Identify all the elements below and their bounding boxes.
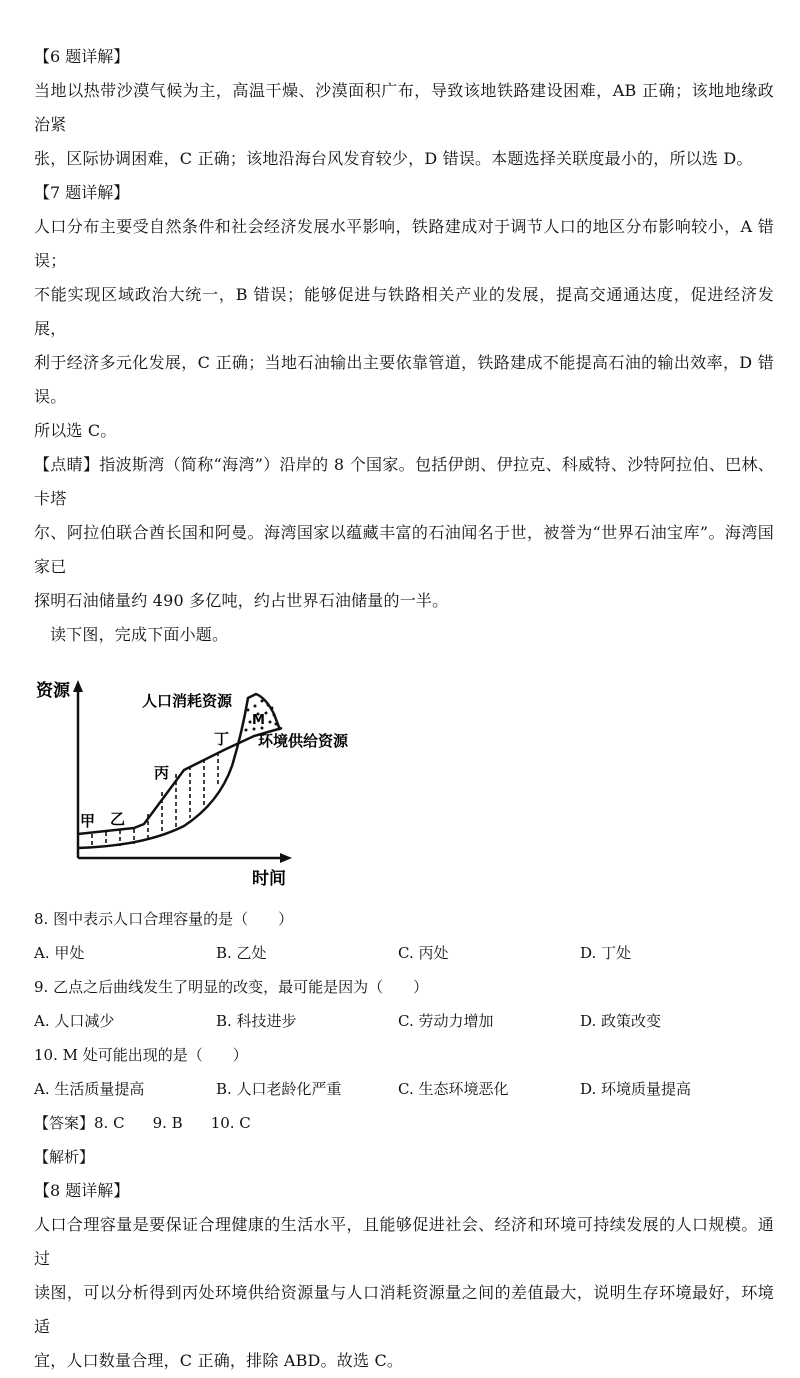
q8-line-2: 读图，可以分析得到丙处环境供给资源量与人口消耗资源量之间的差值最大，说明生存环境最好，环境适 [34, 1283, 774, 1336]
q10-option-a: A. 生活质量提高 [34, 1080, 145, 1098]
tip-line-2: 尔、阿拉伯联合酋长国和阿曼。海湾国家以蕴藏丰富的石油闻名于世，被誉为“世界石油宝库”。海湾国家已 [34, 523, 774, 576]
q7-line-1: 人口分布主要受自然条件和社会经济发展水平影响，铁路建成对于调节人口的地区分布影响较小，A 错误； [34, 217, 774, 270]
point-ding: 丁 [214, 730, 230, 748]
q9-option-c: C. 劳动力增加 [398, 1012, 494, 1030]
q6-heading: 【6 题详解】 [34, 47, 130, 66]
answer-9: 9. B [152, 1114, 183, 1132]
supply-label: 环境供给资源 [258, 732, 349, 750]
consume-label: 人口消耗资源 [142, 692, 233, 710]
q8-option-c: C. 丙处 [398, 944, 449, 962]
question-8-stem: 8. 图中表示人口合理容量的是（ ） [34, 910, 294, 928]
point-bing: 丙 [154, 764, 170, 782]
answers-line [34, 1106, 774, 1140]
consume-curve [78, 694, 280, 848]
tip-line-3: 探明石油储量约 490 多亿吨，约占世界石油储量的一半。 [34, 591, 449, 610]
point-jia: 甲 [80, 812, 96, 830]
q10-option-c: C. 生态环境恶化 [398, 1080, 509, 1098]
q8-option-a: A. 甲处 [34, 944, 85, 962]
q6-line-1: 当地以热带沙漠气候为主，高温干燥、沙漠面积广布，导致该地铁路建设困难，AB 正确；该地地缘政治紧 [34, 81, 774, 134]
population-resource-figure [34, 658, 374, 898]
figure-intro: 读下图，完成下面小题。 [50, 625, 229, 644]
analysis-label: 【解析】 [34, 1148, 95, 1166]
question-9-stem: 9. 乙点之后曲线发生了明显的改变，最可能是因为（ ） [34, 978, 429, 996]
q9-option-a: A. 人口减少 [34, 1012, 115, 1030]
y-axis-label: 资源 [36, 681, 70, 701]
question-10-stem: 10. M 处可能出现的是（ ） [34, 1046, 248, 1064]
q7-line-2: 不能实现区域政治大统一，B 错误；能够促进与铁路相关产业的发展，提高交通通达度，促进经济发展， [34, 285, 774, 338]
point-m: M [252, 713, 265, 728]
tip-line-1: 【点睛】指波斯湾（简称“海湾”）沿岸的 8 个国家。包括伊朗、伊拉克、科威特、沙特阿拉伯、巴林、卡塔 [34, 455, 774, 508]
q10-option-b: B. 人口老龄化严重 [216, 1080, 342, 1098]
x-axis-label: 时间 [252, 869, 286, 889]
q7-heading: 【7 题详解】 [34, 183, 130, 202]
q8-option-d: D. 丁处 [580, 944, 632, 962]
q8-line-3: 宜，人口数量合理，C 正确，排除 ABD。故选 C。 [34, 1351, 404, 1370]
answers-label: 【答案】 [34, 1114, 95, 1132]
q9-option-b: B. 科技进步 [216, 1012, 297, 1030]
q10-option-d: D. 环境质量提高 [580, 1080, 692, 1098]
q7-line-4: 所以选 C。 [34, 421, 117, 440]
x-axis-arrow [280, 853, 292, 863]
q9-option-d: D. 政策改变 [580, 1012, 662, 1030]
q7-line-3: 利于经济多元化发展，C 正确；当地石油输出主要依靠管道，铁路建成不能提高石油的输出效率，D 错误。 [34, 353, 774, 406]
q6-line-2: 张，区际协调困难，C 正确；该地沿海台风发育较少，D 错误。本题选择关联度最小的，所以选 D。 [34, 149, 753, 168]
q8-option-b: B. 乙处 [216, 944, 267, 962]
figure-svg [34, 658, 374, 898]
point-yi: 乙 [110, 810, 126, 828]
y-axis-arrow [73, 680, 83, 692]
question-10-options [34, 1072, 774, 1106]
document-page [34, 40, 774, 1378]
q8-heading: 【8 题详解】 [34, 1181, 130, 1200]
q8-line-1: 人口合理容量是要保证合理健康的生活水平，且能够促进社会、经济和环境可持续发展的人口规模。通过 [34, 1215, 774, 1268]
answer-8: 8. C [94, 1114, 125, 1132]
supply-curve [78, 728, 282, 834]
answer-10: 10. C [210, 1114, 251, 1132]
question-8-options [34, 936, 774, 970]
question-9-options [34, 1004, 774, 1038]
